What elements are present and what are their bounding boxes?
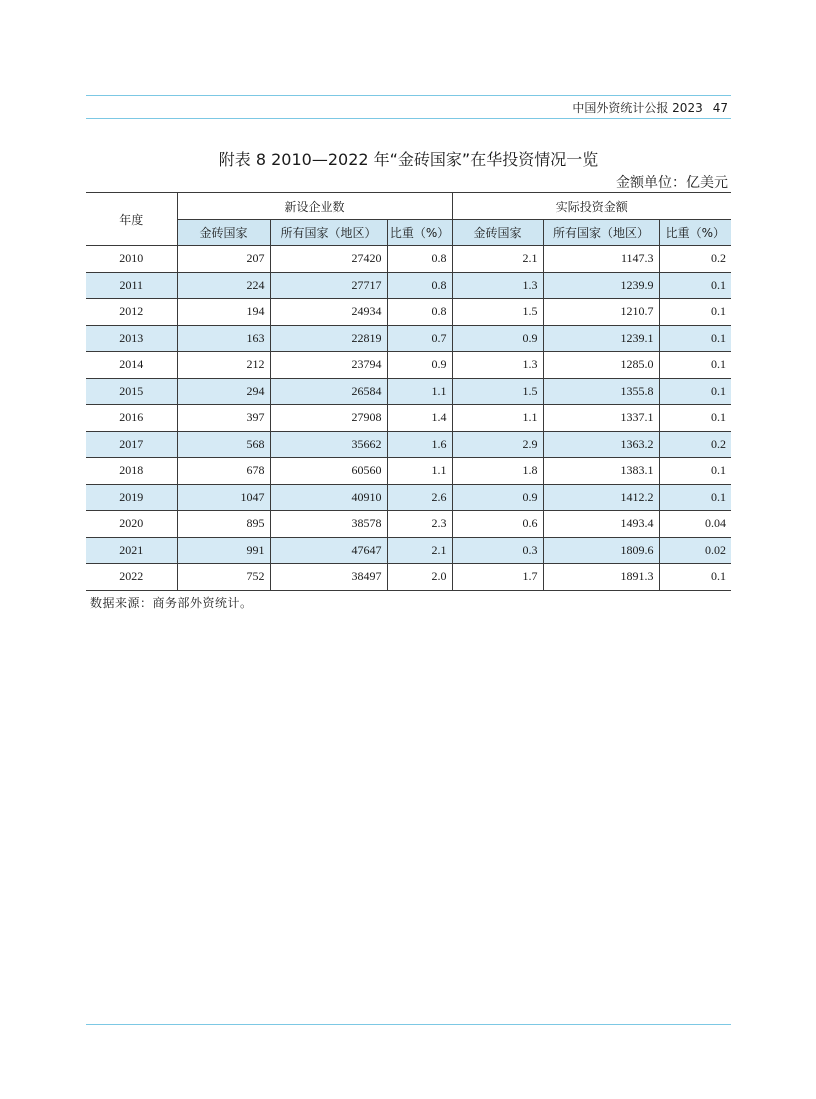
cell-inv-brics: 0.9 bbox=[452, 325, 543, 352]
unit-label: 金额单位：亿美元 bbox=[616, 175, 728, 191]
cell-inv-brics: 0.9 bbox=[452, 484, 543, 511]
cell-new-all: 27420 bbox=[270, 246, 387, 273]
cell-new-share: 0.7 bbox=[387, 325, 452, 352]
cell-inv-all: 1147.3 bbox=[543, 246, 659, 273]
cell-inv-brics: 1.7 bbox=[452, 564, 543, 591]
cell-new-all: 38578 bbox=[270, 511, 387, 538]
cell-inv-all: 1363.2 bbox=[543, 431, 659, 458]
cell-inv-share: 0.04 bbox=[659, 511, 731, 538]
cell-inv-brics: 0.6 bbox=[452, 511, 543, 538]
cell-inv-all: 1355.8 bbox=[543, 378, 659, 405]
col-header-new-all: 所有国家（地区） bbox=[270, 220, 387, 246]
header-bottom-rule bbox=[86, 118, 731, 119]
cell-inv-all: 1337.1 bbox=[543, 405, 659, 432]
cell-inv-share: 0.1 bbox=[659, 299, 731, 326]
cell-inv-share: 0.1 bbox=[659, 378, 731, 405]
cell-inv-share: 0.02 bbox=[659, 537, 731, 564]
header-top-rule bbox=[86, 95, 731, 96]
col-header-inv-share: 比重（%） bbox=[659, 220, 731, 246]
cell-inv-all: 1809.6 bbox=[543, 537, 659, 564]
cell-new-brics: 1047 bbox=[177, 484, 270, 511]
cell-new-all: 27908 bbox=[270, 405, 387, 432]
cell-new-brics: 568 bbox=[177, 431, 270, 458]
cell-year: 2013 bbox=[86, 325, 177, 352]
cell-inv-brics: 1.1 bbox=[452, 405, 543, 432]
cell-new-brics: 212 bbox=[177, 352, 270, 379]
cell-inv-brics: 1.3 bbox=[452, 272, 543, 299]
cell-new-all: 47647 bbox=[270, 537, 387, 564]
footer-rule bbox=[86, 1024, 731, 1025]
cell-inv-all: 1285.0 bbox=[543, 352, 659, 379]
publication-title: 中国外资统计公报 2023 bbox=[572, 101, 703, 115]
cell-new-brics: 207 bbox=[177, 246, 270, 273]
cell-new-all: 26584 bbox=[270, 378, 387, 405]
col-header-inv-brics: 金砖国家 bbox=[452, 220, 543, 246]
cell-inv-brics: 2.1 bbox=[452, 246, 543, 273]
cell-new-share: 2.0 bbox=[387, 564, 452, 591]
cell-inv-brics: 1.5 bbox=[452, 299, 543, 326]
cell-inv-share: 0.1 bbox=[659, 325, 731, 352]
table-row bbox=[86, 431, 731, 458]
cell-new-brics: 163 bbox=[177, 325, 270, 352]
cell-year: 2021 bbox=[86, 537, 177, 564]
running-header bbox=[572, 99, 728, 116]
cell-new-brics: 752 bbox=[177, 564, 270, 591]
cell-new-share: 1.4 bbox=[387, 405, 452, 432]
cell-inv-all: 1210.7 bbox=[543, 299, 659, 326]
table-row bbox=[86, 352, 731, 379]
cell-inv-brics: 2.9 bbox=[452, 431, 543, 458]
cell-year: 2022 bbox=[86, 564, 177, 591]
cell-new-brics: 294 bbox=[177, 378, 270, 405]
cell-new-brics: 224 bbox=[177, 272, 270, 299]
table-row bbox=[86, 378, 731, 405]
col-header-new-share: 比重（%） bbox=[387, 220, 452, 246]
table-row bbox=[86, 537, 731, 564]
table-row bbox=[86, 325, 731, 352]
cell-inv-all: 1412.2 bbox=[543, 484, 659, 511]
cell-year: 2020 bbox=[86, 511, 177, 538]
cell-inv-all: 1383.1 bbox=[543, 458, 659, 485]
cell-inv-all: 1239.1 bbox=[543, 325, 659, 352]
cell-new-all: 27717 bbox=[270, 272, 387, 299]
cell-new-brics: 397 bbox=[177, 405, 270, 432]
table-row bbox=[86, 564, 731, 591]
cell-new-brics: 895 bbox=[177, 511, 270, 538]
cell-new-brics: 194 bbox=[177, 299, 270, 326]
cell-year: 2012 bbox=[86, 299, 177, 326]
col-header-inv-all: 所有国家（地区） bbox=[543, 220, 659, 246]
cell-inv-share: 0.1 bbox=[659, 564, 731, 591]
cell-inv-share: 0.2 bbox=[659, 431, 731, 458]
cell-inv-all: 1239.9 bbox=[543, 272, 659, 299]
table-row bbox=[86, 458, 731, 485]
cell-inv-share: 0.2 bbox=[659, 246, 731, 273]
table-row bbox=[86, 299, 731, 326]
cell-inv-share: 0.1 bbox=[659, 405, 731, 432]
table-row bbox=[86, 511, 731, 538]
cell-inv-brics: 0.3 bbox=[452, 537, 543, 564]
cell-new-share: 2.1 bbox=[387, 537, 452, 564]
cell-new-all: 38497 bbox=[270, 564, 387, 591]
col-header-year: 年度 bbox=[86, 193, 177, 246]
cell-inv-share: 0.1 bbox=[659, 272, 731, 299]
cell-inv-brics: 1.8 bbox=[452, 458, 543, 485]
cell-new-brics: 678 bbox=[177, 458, 270, 485]
cell-new-share: 1.1 bbox=[387, 458, 452, 485]
cell-new-share: 0.8 bbox=[387, 299, 452, 326]
cell-year: 2010 bbox=[86, 246, 177, 273]
cell-year: 2017 bbox=[86, 431, 177, 458]
cell-year: 2011 bbox=[86, 272, 177, 299]
cell-new-all: 40910 bbox=[270, 484, 387, 511]
cell-new-share: 0.9 bbox=[387, 352, 452, 379]
col-group-new-enterprises: 新设企业数 bbox=[177, 193, 452, 220]
cell-year: 2014 bbox=[86, 352, 177, 379]
cell-inv-all: 1891.3 bbox=[543, 564, 659, 591]
cell-new-share: 2.3 bbox=[387, 511, 452, 538]
table-row bbox=[86, 272, 731, 299]
brics-investment-table bbox=[86, 192, 731, 591]
cell-new-all: 35662 bbox=[270, 431, 387, 458]
cell-new-all: 23794 bbox=[270, 352, 387, 379]
col-header-new-brics: 金砖国家 bbox=[177, 220, 270, 246]
cell-new-all: 60560 bbox=[270, 458, 387, 485]
cell-year: 2018 bbox=[86, 458, 177, 485]
cell-new-share: 1.6 bbox=[387, 431, 452, 458]
cell-inv-all: 1493.4 bbox=[543, 511, 659, 538]
page-number: 47 bbox=[712, 101, 728, 115]
col-group-actual-investment: 实际投资金额 bbox=[452, 193, 731, 220]
cell-new-share: 2.6 bbox=[387, 484, 452, 511]
cell-new-share: 0.8 bbox=[387, 272, 452, 299]
table-row bbox=[86, 246, 731, 273]
cell-year: 2016 bbox=[86, 405, 177, 432]
cell-new-all: 24934 bbox=[270, 299, 387, 326]
cell-inv-share: 0.1 bbox=[659, 458, 731, 485]
cell-year: 2019 bbox=[86, 484, 177, 511]
table-row bbox=[86, 484, 731, 511]
cell-new-share: 1.1 bbox=[387, 378, 452, 405]
cell-inv-brics: 1.5 bbox=[452, 378, 543, 405]
cell-inv-brics: 1.3 bbox=[452, 352, 543, 379]
cell-inv-share: 0.1 bbox=[659, 484, 731, 511]
cell-new-share: 0.8 bbox=[387, 246, 452, 273]
table-title: 附表 8 2010—2022 年“金砖国家”在华投资情况一览 bbox=[218, 150, 599, 169]
source-note: 数据来源：商务部外资统计。 bbox=[90, 596, 253, 610]
cell-inv-share: 0.1 bbox=[659, 352, 731, 379]
table-row bbox=[86, 405, 731, 432]
cell-year: 2015 bbox=[86, 378, 177, 405]
cell-new-brics: 991 bbox=[177, 537, 270, 564]
cell-new-all: 22819 bbox=[270, 325, 387, 352]
